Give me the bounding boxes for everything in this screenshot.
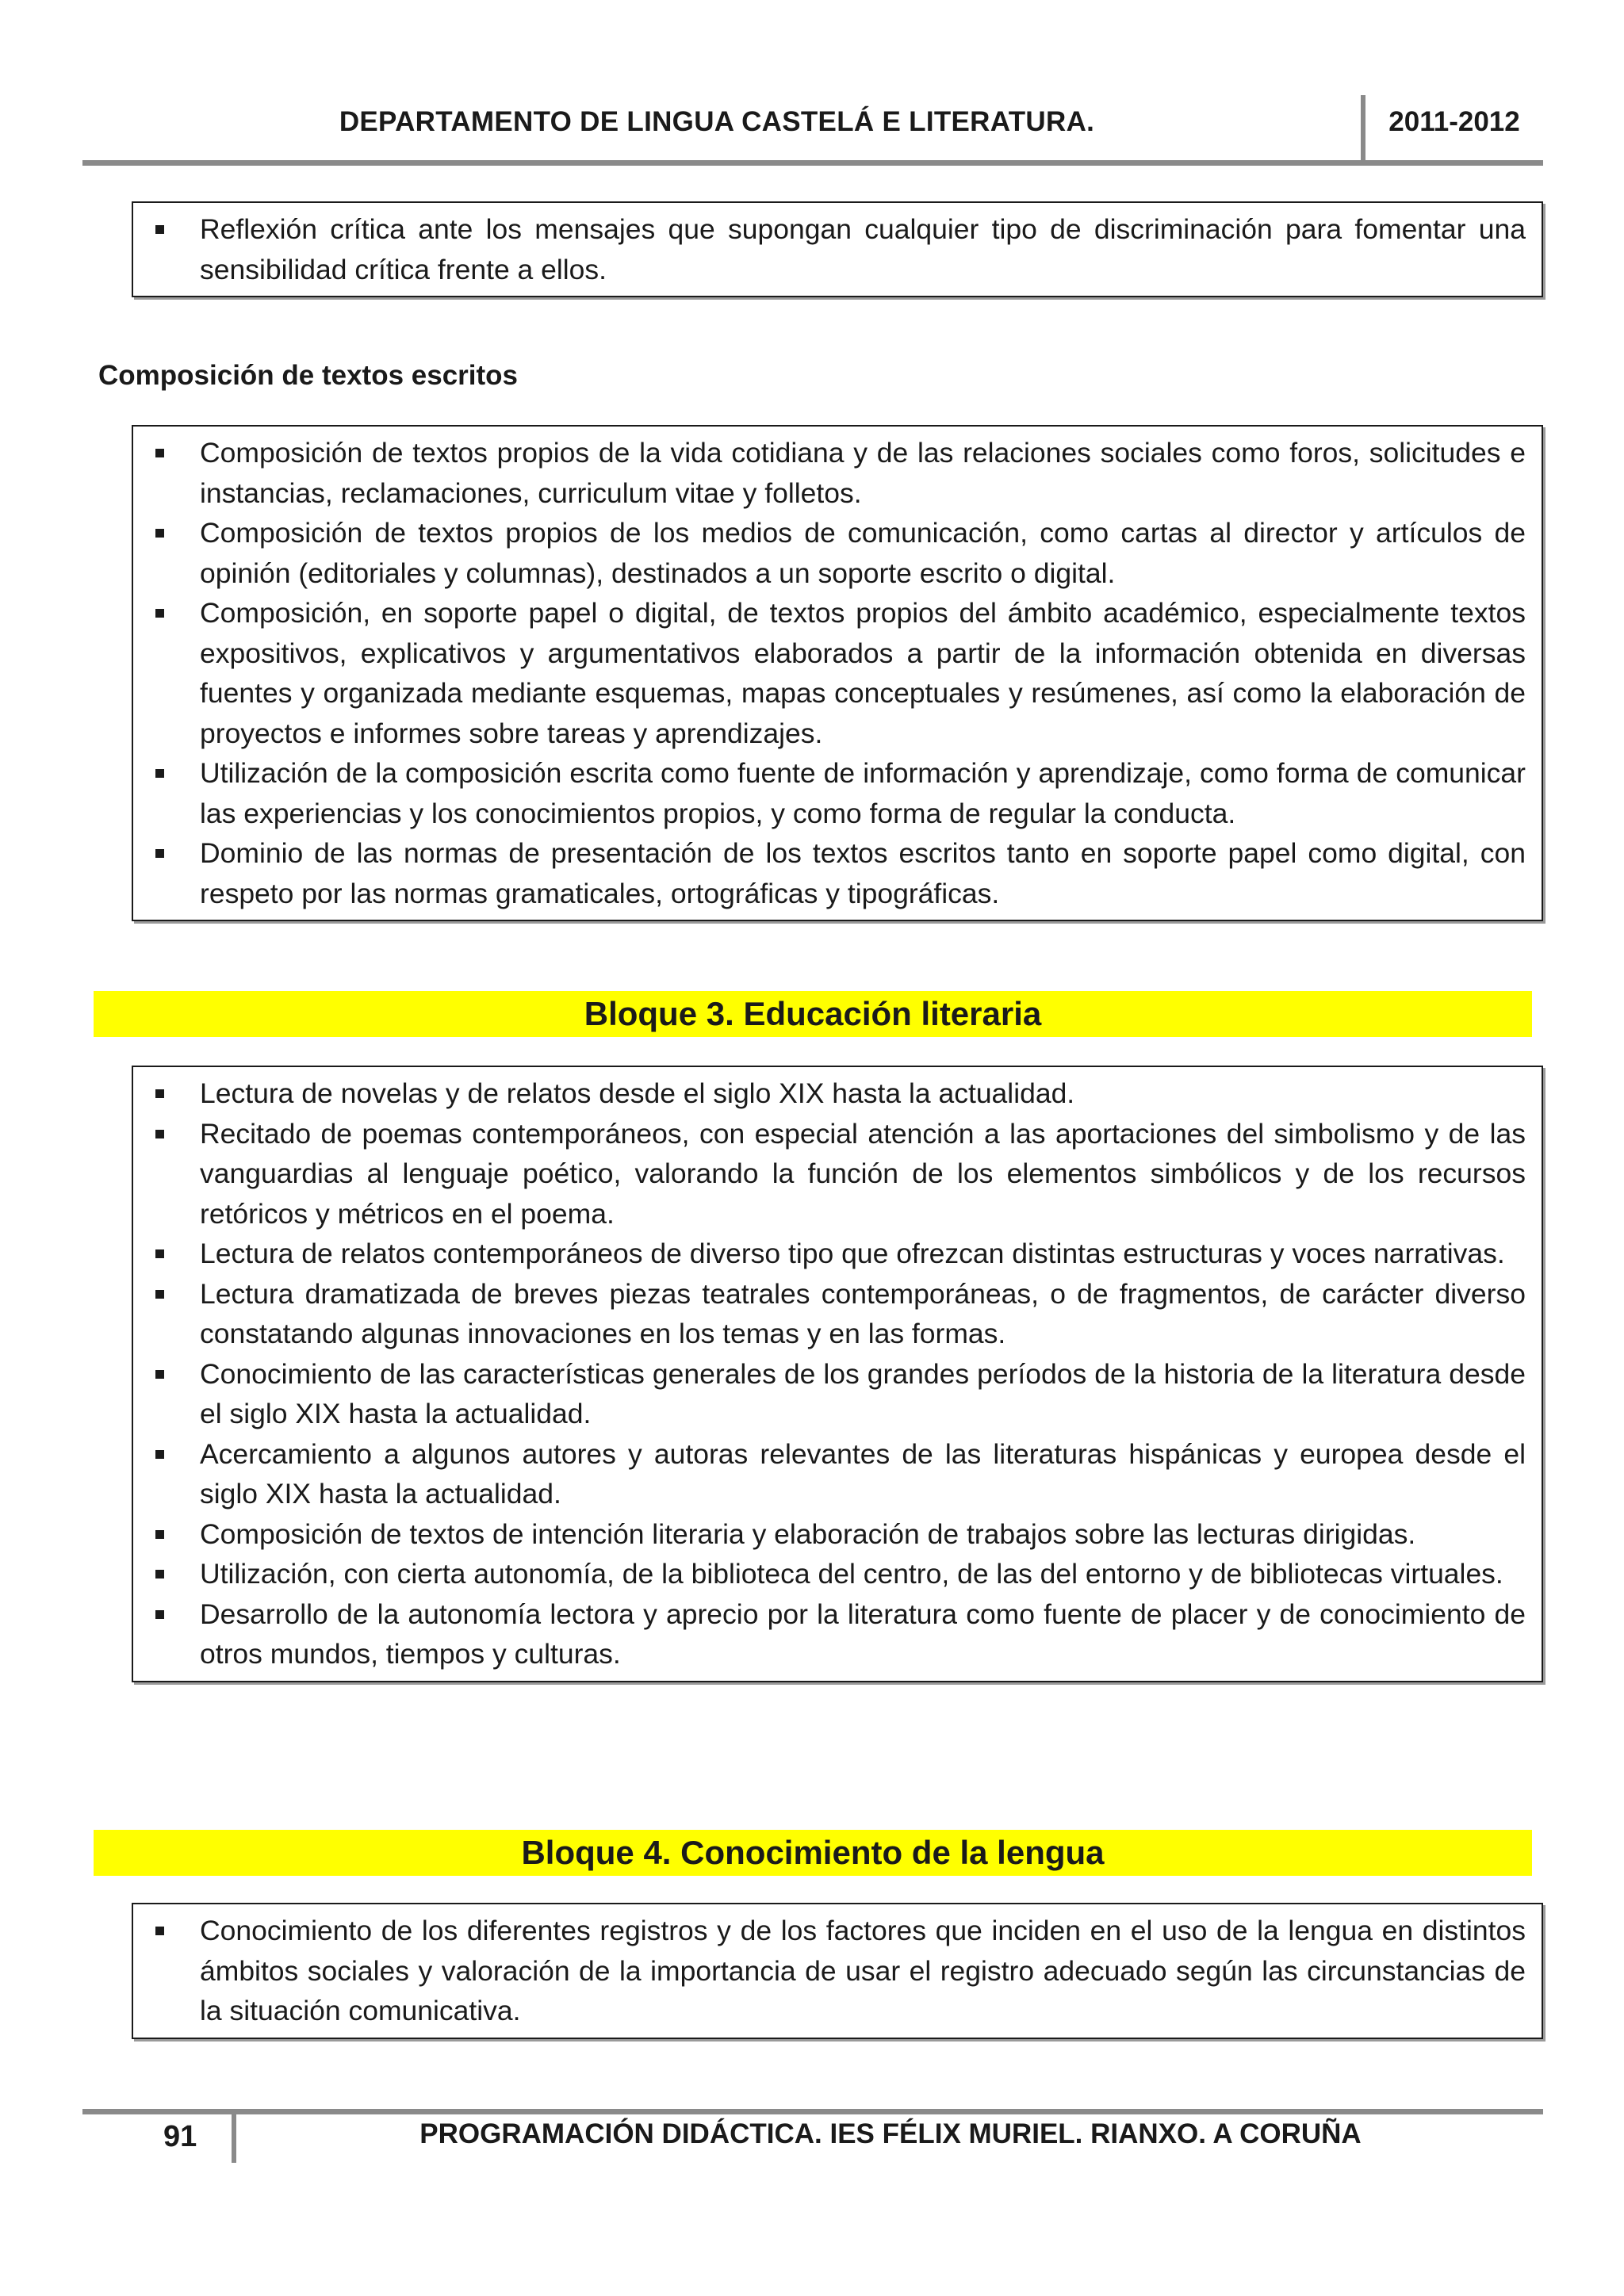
bullet-square-icon: [155, 1530, 164, 1539]
list-item: Lectura de relatos contemporáneos de diverso tipo que ofrezcan distintas estructuras y voces narrativas.: [149, 1234, 1526, 1274]
list-item: Composición, en soporte papel o digital, de textos propios del ámbito académico, especialmente textos expositivos, explicativos y argumentativos elaborados a partir de la información obtenida en diversas fuentes y organizada mediante esquemas, mapas conceptuales y resúmenes, así como la elaboración de proyectos e informes sobre tareas y aprendizajes.: [149, 593, 1526, 753]
box-bloque3: [132, 1066, 1543, 1682]
bullet-square-icon: [155, 1570, 164, 1578]
list-item: Recitado de poemas contemporáneos, con especial atención a las aportaciones del simbolismo y de las vanguardias al lenguaje poético, valorando la función de los elementos simbólicos y de los recursos retóricos y métricos en el poema.: [149, 1114, 1526, 1234]
bullet-square-icon: [155, 609, 164, 618]
bullet-square-icon: [155, 449, 164, 457]
list-item: Utilización, con cierta autonomía, de la biblioteca del centro, de las del entorno y de bibliotecas virtuales.: [149, 1554, 1526, 1594]
bullet-square-icon: [155, 1450, 164, 1459]
list-item: Conocimiento de las características generales de los grandes períodos de la historia de la literatura desde el siglo XIX hasta la actualidad.: [149, 1354, 1526, 1434]
footer-text: PROGRAMACIÓN DIDÁCTICA. IES FÉLIX MURIEL. RIANXO. A CORUÑA: [419, 2118, 1362, 2149]
bullet-square-icon: [155, 225, 164, 234]
bullet-square-icon: [155, 1370, 164, 1379]
list-item: Acercamiento a algunos autores y autoras relevantes de las literaturas hispánicas y europea desde el siglo XIX hasta la actualidad.: [149, 1434, 1526, 1514]
bloque3-heading: Bloque 3. Educación literaria: [94, 991, 1532, 1037]
bullet-list: [149, 209, 1526, 289]
list-item: Lectura dramatizada de breves piezas teatrales contemporáneas, o de fragmentos, de carácter diverso constatando algunas innovaciones en los temas y en las formas.: [149, 1274, 1526, 1354]
bullet-square-icon: [155, 1249, 164, 1258]
list-item: Desarrollo de la autonomía lectora y aprecio por la literatura como fuente de placer y de conocimiento de otros mundos, tiempos y culturas.: [149, 1594, 1526, 1674]
list-item: Reflexión crítica ante los mensajes que supongan cualquier tipo de discriminación para fomentar una sensibilidad crítica frente a ellos.: [149, 209, 1526, 289]
box-composicion: [132, 425, 1543, 921]
page-number: 91: [163, 2120, 197, 2153]
department-title: DEPARTAMENTO DE LINGUA CASTELÁ E LITERATURA.: [339, 106, 1095, 137]
bullet-list: [149, 433, 1526, 913]
bullet-square-icon: [155, 1089, 164, 1098]
list-item: Conocimiento de los diferentes registros y de los factores que inciden en el uso de la lengua en distintos ámbitos sociales y valoración de la importancia de usar el registro adecuado según las circunstancias de la situación comunicativa.: [149, 1911, 1526, 2031]
list-item: Composición de textos propios de los medios de comunicación, como cartas al director y artículos de opinión (editoriales y columnas), destinados a un soporte escrito o digital.: [149, 513, 1526, 593]
box-reflexion: [132, 201, 1543, 297]
bloque4-heading: Bloque 4. Conocimiento de la lengua: [94, 1830, 1532, 1876]
bullet-list: [149, 1911, 1526, 2031]
academic-year: 2011-2012: [1388, 106, 1520, 137]
bullet-square-icon: [155, 769, 164, 778]
bullet-square-icon: [155, 1927, 164, 1935]
footer-divider: [232, 2109, 236, 2163]
bullet-square-icon: [155, 1130, 164, 1138]
bullet-square-icon: [155, 1610, 164, 1619]
footer-rule: [82, 2109, 1543, 2114]
list-item: Composición de textos de intención literaria y elaboración de trabajos sobre las lecturas dirigidas.: [149, 1514, 1526, 1555]
list-item: Utilización de la composición escrita como fuente de información y aprendizaje, como forma de comunicar las experiencias y los conocimientos propios, y como forma de regular la conducta.: [149, 753, 1526, 833]
list-item: Dominio de las normas de presentación de los textos escritos tanto en soporte papel como digital, con respeto por las normas gramaticales, ortográficas y tipográficas.: [149, 833, 1526, 913]
list-item: Lectura de novelas y de relatos desde el siglo XIX hasta la actualidad.: [149, 1073, 1526, 1114]
bullet-square-icon: [155, 849, 164, 858]
page-header: [82, 94, 1543, 166]
box-bloque4: [132, 1903, 1543, 2039]
list-item: Composición de textos propios de la vida cotidiana y de las relaciones sociales como foros, solicitudes e instancias, reclamaciones, curriculum vitae y folletos.: [149, 433, 1526, 513]
bullet-square-icon: [155, 529, 164, 538]
bullet-list: [149, 1073, 1526, 1674]
section-heading-composicion: Composición de textos escritos: [98, 360, 519, 391]
bullet-square-icon: [155, 1290, 164, 1299]
